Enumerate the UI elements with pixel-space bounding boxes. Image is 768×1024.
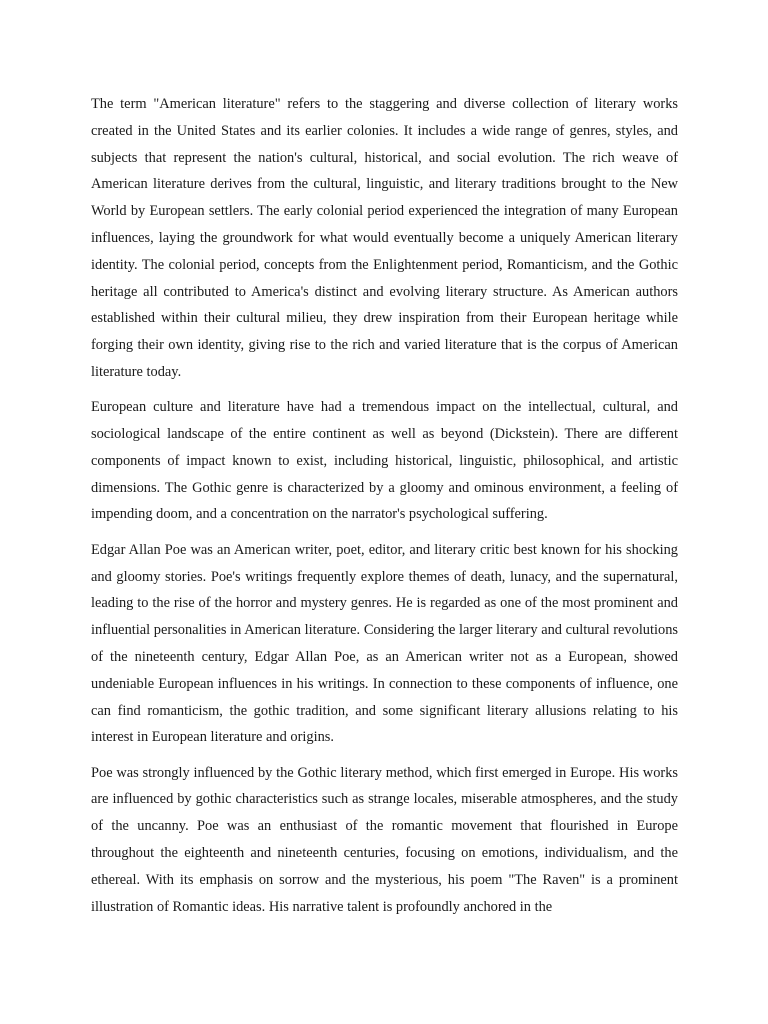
- paragraph-american-literature: The term "American literature" refers to the staggering and diverse collection of literary works created in the United States and its earlier colonies. It includes a wide range of genres, styles, and subjects that represent the nation's cultural, historical, and social evolution. The rich weave of American literature derives from the cultural, linguistic, and literary traditions brought to the New World by European settlers. The early colonial period experienced the integration of many European influences, laying the groundwork for what would eventually become a uniquely American literary identity. The colonial period, concepts from the Enlightenment period, Romanticism, and the Gothic heritage all contributed to America's distinct and evolving literary structure. As American authors established within their cultural milieu, they drew inspiration from their European heritage while forging their own identity, giving rise to the rich and varied literature that is the corpus of American literature today.: [91, 96, 678, 380]
- paragraph-gothic-influence: Poe was strongly influenced by the Gothic literary method, which first emerged in Europe. His works are influenced by gothic characteristics such as strange locales, miserable atmospheres, and the study of the uncanny. Poe was an enthusiast of the romantic movement that flourished in Europe throughout the eighteenth and nineteenth centuries, focusing on emotions, individualism, and the ethereal. With its emphasis on sorrow and the mysterious, his poem "The Raven" is a prominent illustration of Romantic ideas. His narrative talent is profoundly anchored in the: [91, 764, 678, 915]
- paragraph-european-culture: European culture and literature have had a tremendous impact on the intellectual, cultural, and sociological landscape of the entire continent as well as beyond (Dickstein). There are different components of impact known to exist, including historical, linguistic, philosophical, and artistic dimensions. The Gothic genre is characterized by a gloomy and ominous environment, a feeling of impending doom, and a concentration on the narrator's psychological suffering.: [91, 399, 678, 523]
- paragraph-edgar-allan-poe: Edgar Allan Poe was an American writer, poet, editor, and literary critic best known for his shocking and gloomy stories. Poe's writings frequently explore themes of death, lunacy, and the supernatural, leading to the rise of the horror and mystery genres. He is regarded as one of the most prominent and influential personalities in American literature. Considering the larger literary and cultural revolutions of the nineteenth century, Edgar Allan Poe, as an American writer not as a European, showed undeniable European influences in his writings. In connection to these components of influence, one can find romanticism, the gothic tradition, and some significant literary allusions relating to his interest in European literature and origins.: [91, 541, 678, 746]
- document-page: [91, 91, 678, 929]
